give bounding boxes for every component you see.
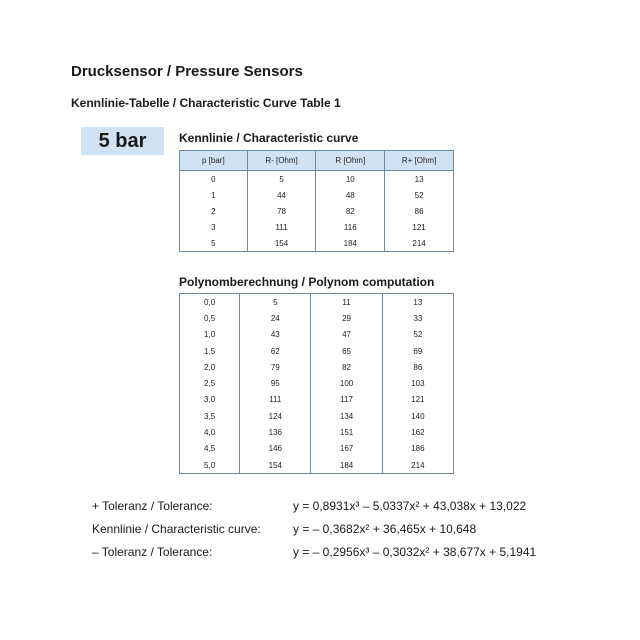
- table-cell: 162: [382, 424, 453, 440]
- table-cell: 5: [247, 171, 316, 188]
- table-cell: 184: [311, 457, 382, 474]
- table-cell: 0,0: [180, 294, 240, 311]
- table-cell: 154: [247, 235, 316, 252]
- table-cell: 48: [316, 187, 385, 203]
- table-cell: 44: [247, 187, 316, 203]
- table-cell: 0: [180, 171, 248, 188]
- table-row: [180, 310, 454, 326]
- table-cell: 2,5: [180, 375, 240, 391]
- table-cell: 33: [382, 310, 453, 326]
- column-header: R [Ohm]: [316, 151, 385, 171]
- table-cell: 151: [311, 424, 382, 440]
- minus-tolerance-equation: y = – 0,2956x³ – 0,3032x² + 38,677x + 5,1941: [293, 545, 537, 559]
- table-cell: 82: [316, 203, 385, 219]
- curve-equation: y = – 0,3682x² + 36,465x + 10,648: [293, 522, 477, 536]
- table-row: [180, 359, 454, 375]
- page-subtitle: Kennlinie-Tabelle / Characteristic Curve Table 1: [71, 96, 341, 110]
- column-header: R- [Ohm]: [247, 151, 316, 171]
- table-cell: 1,5: [180, 343, 240, 359]
- table-row: [180, 392, 454, 408]
- table-cell: 136: [240, 424, 311, 440]
- table-cell: 3,5: [180, 408, 240, 424]
- table-cell: 111: [247, 219, 316, 235]
- table-cell: 47: [311, 327, 382, 343]
- table-cell: 82: [311, 359, 382, 375]
- curve-table-title: Kennlinie / Characteristic curve: [179, 131, 359, 145]
- table-row: [180, 235, 454, 252]
- table-cell: 214: [382, 457, 453, 474]
- table-cell: 24: [240, 310, 311, 326]
- table-row: [180, 294, 454, 311]
- table-cell: 86: [385, 203, 454, 219]
- table-cell: 0,5: [180, 310, 240, 326]
- table-row: [180, 219, 454, 235]
- table-row: [180, 424, 454, 440]
- table-cell: 3,0: [180, 392, 240, 408]
- table-row: [180, 187, 454, 203]
- table-cell: 78: [247, 203, 316, 219]
- curve-label: Kennlinie / Characteristic curve:: [92, 522, 261, 536]
- table-cell: 52: [382, 327, 453, 343]
- table-cell: 5: [180, 235, 248, 252]
- table-cell: 2,0: [180, 359, 240, 375]
- table-row: [180, 343, 454, 359]
- table-cell: 29: [311, 310, 382, 326]
- table-cell: 4,0: [180, 424, 240, 440]
- table-row: [180, 375, 454, 391]
- table-cell: 117: [311, 392, 382, 408]
- table-cell: 186: [382, 441, 453, 457]
- table-cell: 103: [382, 375, 453, 391]
- table-cell: 167: [311, 441, 382, 457]
- table-cell: 1: [180, 187, 248, 203]
- table-cell: 11: [311, 294, 382, 311]
- table-cell: 121: [385, 219, 454, 235]
- table-row: [180, 327, 454, 343]
- table-cell: 121: [382, 392, 453, 408]
- table-cell: 5,0: [180, 457, 240, 474]
- table-cell: 214: [385, 235, 454, 252]
- table-cell: 79: [240, 359, 311, 375]
- table-row: [180, 457, 454, 474]
- table-cell: 86: [382, 359, 453, 375]
- table-cell: 116: [316, 219, 385, 235]
- page-title: Drucksensor / Pressure Sensors: [71, 63, 303, 80]
- table-cell: 184: [316, 235, 385, 252]
- table-cell: 140: [382, 408, 453, 424]
- table-cell: 13: [385, 171, 454, 188]
- table-cell: 10: [316, 171, 385, 188]
- table-cell: 1,0: [180, 327, 240, 343]
- minus-tolerance-label: – Toleranz / Tolerance:: [92, 545, 213, 559]
- table-cell: 52: [385, 187, 454, 203]
- table-cell: 4,5: [180, 441, 240, 457]
- table-cell: 62: [240, 343, 311, 359]
- polynom-computation-table: [179, 293, 454, 474]
- table-cell: 69: [382, 343, 453, 359]
- table-cell: 146: [240, 441, 311, 457]
- plus-tolerance-equation: y = 0,8931x³ – 5,0337x² + 43,038x + 13,022: [293, 499, 527, 513]
- table-cell: 3: [180, 219, 248, 235]
- table-cell: 95: [240, 375, 311, 391]
- table-cell: 100: [311, 375, 382, 391]
- table-cell: 124: [240, 408, 311, 424]
- table-cell: 43: [240, 327, 311, 343]
- plus-tolerance-label: + Toleranz / Tolerance:: [92, 499, 213, 513]
- polynom-table-title: Polynomberechnung / Polynom computation: [179, 275, 435, 289]
- table-cell: 5: [240, 294, 311, 311]
- table-row: [180, 203, 454, 219]
- table-cell: 65: [311, 343, 382, 359]
- table-row: [180, 171, 454, 188]
- table-cell: 2: [180, 203, 248, 219]
- column-header: R+ [Ohm]: [385, 151, 454, 171]
- table-cell: 111: [240, 392, 311, 408]
- pressure-range-badge: 5 bar: [81, 127, 164, 155]
- table-cell: 134: [311, 408, 382, 424]
- column-header: p [bar]: [180, 151, 248, 171]
- table-header-row: [180, 151, 454, 171]
- table-row: [180, 408, 454, 424]
- table-cell: 13: [382, 294, 453, 311]
- table-cell: 154: [240, 457, 311, 474]
- characteristic-curve-table: [179, 150, 454, 252]
- table-row: [180, 441, 454, 457]
